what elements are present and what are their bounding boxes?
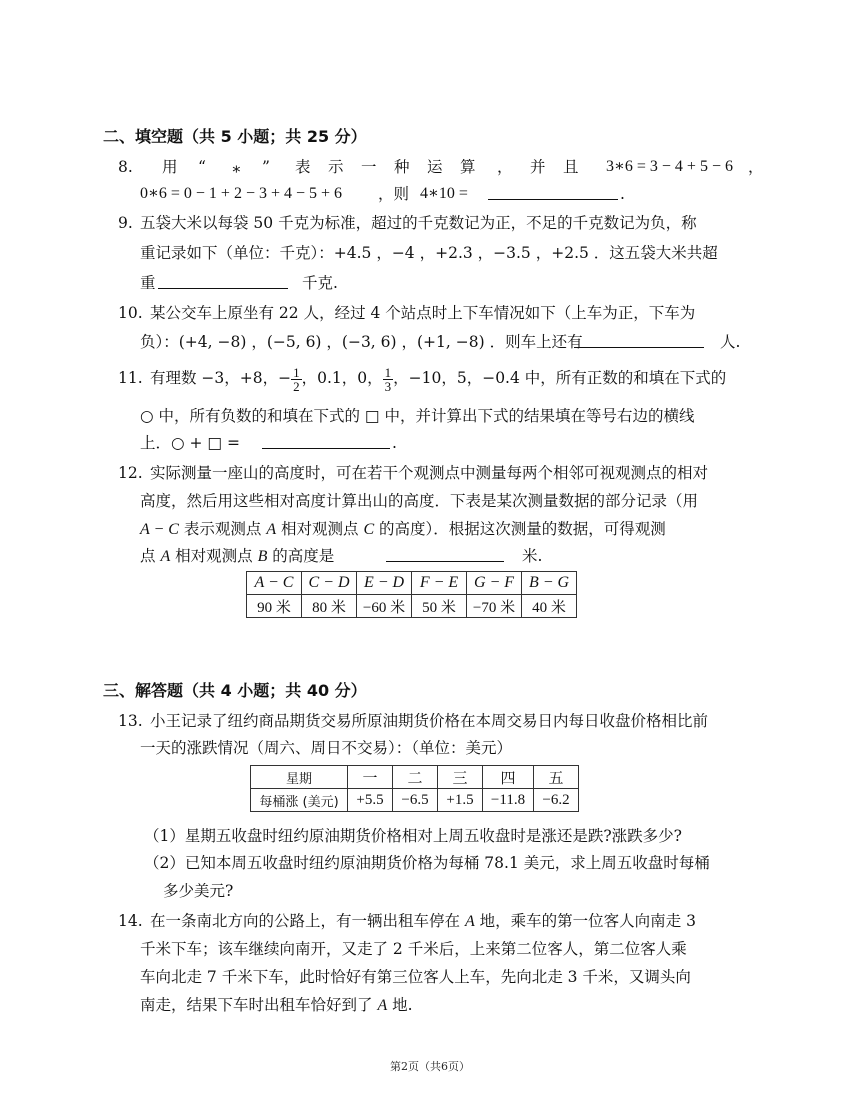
q13-price-table xyxy=(250,765,579,812)
q12-line-2: 高度，然后用这些相对高度计算出山的高度．下表是某次测量数据的部分记录（用 xyxy=(140,492,699,510)
q11-text-c: ，−10，5，−0.4 中，所有正数的和填在下式的 xyxy=(393,369,727,387)
q12-height-table xyxy=(246,571,577,618)
table-cell: −6.5 xyxy=(393,789,438,812)
q8-word: 运 xyxy=(427,158,443,176)
q14-text: 南走，结果下车时出租车恰好到了 xyxy=(140,996,378,1014)
table-row xyxy=(247,595,577,618)
table-cell: 80 米 xyxy=(302,595,357,618)
q14-line-2: 千米下车；该车继续向南开，又走了 2 千米后，上来第二位客人，第二位客人乘 xyxy=(140,940,687,958)
q12-var: A xyxy=(160,548,171,565)
q14-line-4 xyxy=(140,994,413,1017)
table-row xyxy=(251,766,579,789)
q8-word: 种 xyxy=(394,158,410,176)
table-header-cell: B − G xyxy=(522,572,577,595)
q8-answer-line[interactable] xyxy=(488,183,618,206)
table-header-cell: A − C xyxy=(247,572,302,595)
q12-line-4 xyxy=(140,545,334,568)
q14-line-1 xyxy=(150,910,696,933)
table-row xyxy=(247,572,577,595)
table-cell: 90 米 xyxy=(247,595,302,618)
q8-word: 示 xyxy=(328,158,344,176)
q12-text: 表示观测点 xyxy=(178,520,267,538)
table-cell: −6.2 xyxy=(534,789,579,812)
table-cell: +1.5 xyxy=(438,789,483,812)
fraction-denominator: 3 xyxy=(384,378,392,394)
q12-text: 点 xyxy=(140,547,161,565)
q8-word: 一 xyxy=(361,158,377,176)
table-header-cell: G − F xyxy=(467,572,522,595)
q12-number: 12. xyxy=(118,464,143,482)
q11-text-a: 有理数 −3，+8，− xyxy=(150,369,292,387)
q12-line-3 xyxy=(140,518,666,541)
table-header-cell: 三 xyxy=(438,766,483,789)
q14-line-3: 车向北走 7 千米下车，此时恰好有第三位客人上车，先向北走 3 千米，又调头向 xyxy=(140,968,691,986)
fraction-numerator: 1 xyxy=(293,364,300,380)
table-cell: −60 米 xyxy=(357,595,412,618)
q12-line-1: 实际测量一座山的高度时，可在若干个观测点中测量每两个相邻可视观测点的相对 xyxy=(150,464,709,482)
table-header-cell: E − D xyxy=(357,572,412,595)
q13-sub-2b: 多少美元? xyxy=(163,882,234,900)
section-2-heading: 二、填空题（共 5 小题；共 25 分） xyxy=(103,127,367,146)
table-cell: −70 米 xyxy=(467,595,522,618)
table-cell: 50 米 xyxy=(412,595,467,618)
q9-line-3a: 重 xyxy=(140,274,156,292)
q13-line-2: 一天的涨跌情况（周六、周日不交易）：（单位：美元） xyxy=(140,739,513,757)
table-cell: +5.5 xyxy=(348,789,393,812)
q8-word: ∗ xyxy=(231,160,242,178)
q14-text: 地. xyxy=(387,996,413,1014)
table-cell: −11.8 xyxy=(483,789,534,812)
q8-word: 算 xyxy=(460,158,476,176)
q11-line-3b: . xyxy=(392,434,397,452)
table-row xyxy=(251,789,579,812)
q10-answer-line[interactable] xyxy=(574,331,704,354)
table-header-cell: 四 xyxy=(483,766,534,789)
q12-answer-line[interactable] xyxy=(386,545,504,568)
q11-number: 11. xyxy=(118,369,143,387)
table-header-cell: 二 xyxy=(393,766,438,789)
q9-answer-line[interactable] xyxy=(158,272,288,295)
q12-line-4-end: 米. xyxy=(522,547,543,565)
q8-period: . xyxy=(620,185,625,203)
q8-word: 表 xyxy=(295,158,311,176)
q8-word: 且 xyxy=(563,158,579,176)
table-header-cell: 星期 xyxy=(251,766,348,789)
table-header-cell: 一 xyxy=(348,766,393,789)
q9-number: 9. xyxy=(118,214,133,232)
q9-line-1: 五袋大米以每袋 50 千克为标准，超过的千克数记为正，不足的千克数记为负，称 xyxy=(140,214,697,232)
table-header-cell: F − E xyxy=(412,572,467,595)
q11-line-1 xyxy=(150,357,726,399)
q11-line-2: ○ 中，所有负数的和填在下式的 □ 中，并计算出下式的结果填在等号右边的横线 xyxy=(140,407,695,425)
q13-number: 13. xyxy=(118,712,143,730)
q8-word: 用 xyxy=(162,158,178,176)
q8-expression-3: 4∗10 = xyxy=(420,185,468,202)
q12-text: 的高度是 xyxy=(267,547,335,565)
q12-text: 相对观测点 xyxy=(276,520,364,538)
q11-line-3a: 上．○ + □ = xyxy=(140,434,240,452)
q13-sub-2a: （2）已知本周五收盘时纽约原油期货价格为每桶 78.1 美元，求上周五收盘时每桶 xyxy=(144,854,710,872)
q12-var: B xyxy=(257,548,268,565)
table-header-cell: 五 xyxy=(534,766,579,789)
q12-var: A xyxy=(266,521,277,538)
q12-expr: A − C xyxy=(140,521,179,538)
fraction-one-third xyxy=(383,366,394,393)
q12-text: 的高度）．根据这次测量的数据，可得观测 xyxy=(374,520,666,538)
q12-var: C xyxy=(363,521,375,538)
fraction-denominator: 2 xyxy=(293,378,300,394)
q8-then: ，则 xyxy=(378,185,410,203)
fraction-numerator: 1 xyxy=(384,364,392,380)
page-footer: 第2页（共6页） xyxy=(390,1060,470,1073)
table-row-label: 每桶涨 (美元) xyxy=(251,789,348,812)
q8-expression-1: 3∗6 = 3 − 4 + 5 − 6 xyxy=(606,158,733,175)
q14-text: 地，乘车的第一位客人向南走 3 xyxy=(474,912,696,930)
q8-word: 并 xyxy=(530,158,546,176)
q9-line-3b: 千克. xyxy=(302,274,338,292)
q13-line-1: 小王记录了纽约商品期货交易所原油期货价格在本周交易日内每日收盘价格相比前 xyxy=(150,712,709,730)
q10-line-2b: 人. xyxy=(720,333,741,351)
q14-var: A xyxy=(377,997,388,1014)
table-cell: 40 米 xyxy=(522,595,577,618)
q12-text: 相对观测点 xyxy=(170,547,258,565)
q10-number: 10. xyxy=(118,304,143,322)
q10-line-2a: 负）：(+4, −8) ，(−5, 6) ，(−3, 6) ，(+1, −8) ．则车上还有 xyxy=(140,333,583,351)
q14-var: A xyxy=(464,913,475,930)
q13-sub-1: （1）星期五收盘时纽约原油期货价格相对上周五收盘时是涨还是跌?涨跌多少? xyxy=(144,827,682,845)
q10-line-1: 某公交车上原坐有 22 人，经过 4 个站点时上下车情况如下（上车为正，下车为 xyxy=(150,304,696,322)
q14-text: 在一条南北方向的公路上，有一辆出租车停在 xyxy=(150,912,465,930)
q14-number: 14. xyxy=(118,912,143,930)
q8-expression-2: 0∗6 = 0 − 1 + 2 − 3 + 4 − 5 + 6 xyxy=(140,185,343,202)
q8-comma: ， xyxy=(748,158,764,176)
q9-line-2: 重记录如下（单位：千克）：+4.5 ，−4 ，+2.3 ，−3.5 ，+2.5 ．这五袋大米共超 xyxy=(140,244,718,262)
q11-answer-line[interactable] xyxy=(262,432,390,455)
q8-number: 8. xyxy=(118,158,133,176)
q8-word: “ xyxy=(198,158,206,176)
q8-word: ” xyxy=(262,158,270,176)
q11-text-b: ，0.1，0， xyxy=(301,369,383,387)
section-3-heading: 三、解答题（共 4 小题；共 40 分） xyxy=(103,681,367,700)
table-header-cell: C − D xyxy=(302,572,357,595)
q8-word: ， xyxy=(497,158,513,176)
fraction-one-half xyxy=(291,366,302,393)
